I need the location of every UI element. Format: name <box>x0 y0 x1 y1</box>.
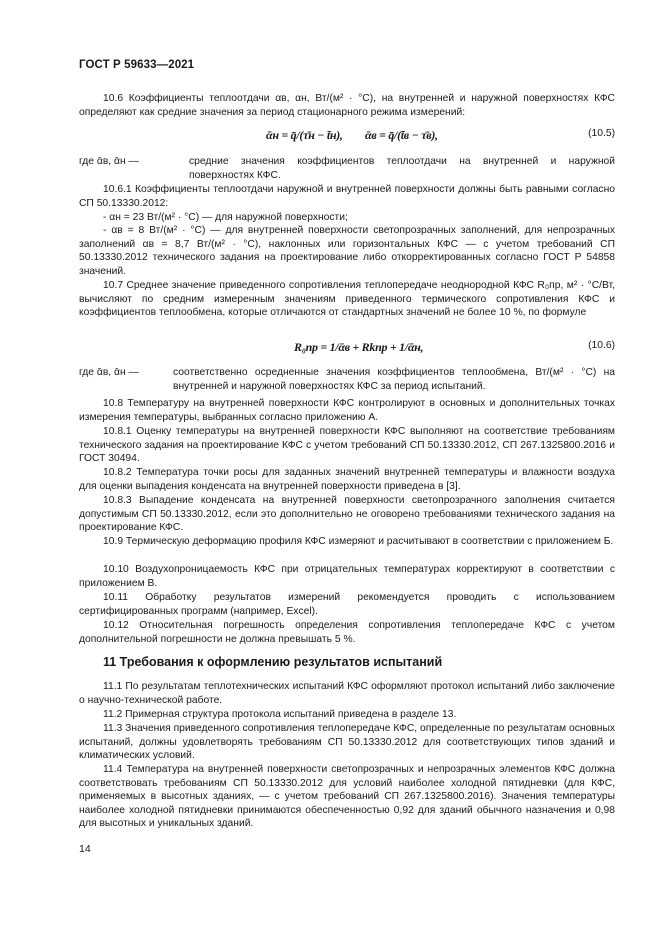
where-text: средние значения коэффициентов теплоотдачи на внутренней и наружной поверхностях КФС. <box>189 156 615 181</box>
paragraph: 10.12 Относительная погрешность определения сопротивления теплопередаче КФС с учетом дополнительной погрешности не должна превышать 5 %. <box>79 620 615 645</box>
where-clause-10-5 <box>79 155 615 182</box>
list-item: - αв = 8 Вт/(м² · °С) — для внутренней поверхности светопрозрачных заполнений, для непрозрачных заполнений αв = 8,7 Вт/(м² · °С), наклонных или горизонтальных КФС — с учетом требований СП 50.13330.2012 технического задания на проектирование либо откорректированных согласно ГОСТ Р 54858 значений. <box>79 225 615 277</box>
paragraph: 11.2 Примерная структура протокола испытаний приведена в разделе 13. <box>103 709 457 720</box>
document-header: ГОСТ Р 59633—2021 <box>79 59 195 71</box>
formula-10-6-text: R₀пр = 1/ᾱв + Rkпр + 1/ᾱн, <box>294 340 424 354</box>
paragraph-10-7: 10.7 Среднее значение приведенного сопротивления теплопередаче неоднородной КФС R₀пр, м² · °С/Вт, вычисляют по средним измеренным значениям приведенного термического сопротивления КФС и коэффициентов теплообмена, которые отличаются от стандартных значений не более 10 %, по формуле <box>79 280 615 319</box>
formula-10-5 <box>79 128 615 146</box>
page-number: 14 <box>79 843 91 855</box>
formula-number: (10.6) <box>588 340 615 351</box>
paragraph-10-6: 10.6 Коэффициенты теплоотдачи αв, αн, Вт/(м² · °С), на внутренней и наружной поверхностях КФС определяют как средние значения за период стационарного режима измерений: <box>79 93 615 118</box>
where-clause-10-6 <box>79 366 615 393</box>
paragraph-10-6-1: 10.6.1 Коэффициенты теплоотдачи наружной и внутренней поверхности должны быть равными согласно СП 50.13330.2012: <box>79 184 615 209</box>
where-lead: где ᾱв, ᾱн — <box>79 367 139 378</box>
paragraph: 10.8 Температуру на внутренней поверхности КФС контролируют в основных и дополнительных точках измерения температуры, выбранных согласно приложению А. <box>79 398 615 423</box>
paragraph: 10.8.3 Выпадение конденсата на внутренней поверхности светопрозрачного заполнения считается допустимым СП 50.13330.2012, если это дополнительно не оговорено требованиями технического задания на проектирование КФС. <box>79 495 615 534</box>
paragraph: 11.3 Значения приведенного сопротивления теплопередаче КФС, определенные по результатам основных испытаний, должны удовлетворять требованиям СП 50.13330.2012 для соответствующих типов зданий и климатических условий. <box>79 723 615 762</box>
list-item: - αн = 23 Вт/(м² · °С) — для наружной поверхности; <box>103 212 348 223</box>
paragraph: 10.8.2 Температура точки росы для заданных значений внутренней температуры и влажности воздуха для оценки выпадения конденсата на внутренней поверхности приведена в [3]. <box>79 467 615 492</box>
formula-10-6 <box>79 340 615 358</box>
formula-10-5-left: ᾱн = q̄/(τ̄н − t̄н), <box>266 128 343 142</box>
paragraph: 10.10 Воздухопроницаемость КФС при отрицательных температурах корректируют в соответствии с приложением В. <box>79 564 615 589</box>
where-text: соответственно осредненные значения коэффициентов теплообмена, Вт/(м² · °С) на внутренней и наружной поверхностях КФС за период испытаний. <box>173 367 615 392</box>
paragraph: 11.1 По результатам теплотехнических испытаний КФС оформляют протокол испытаний либо заключение о научно-технической работе. <box>79 681 615 706</box>
paragraph: 10.11 Обработку результатов измерений рекомендуется проводить с использованием сертифицированных программ (например, Excel). <box>79 592 615 617</box>
formula-10-5-right: ᾱв = q̄/(t̄в − τ̄в), <box>365 128 438 142</box>
where-lead: где ᾱв, ᾱн — <box>79 156 139 167</box>
paragraph: 10.9 Термическую деформацию профиля КФС измеряют и расчитывают в соответствии с приложением Б. <box>103 536 614 547</box>
paragraph: 11.4 Температура на внутренней поверхности светопрозрачных и непрозрачных элементов КФС должна соответствовать требованиям СП 50.13330.2012 для условий наиболее холодной пятидневки (для КФС, применяемых в высотных зданиях, — с учетом требований СП 267.1325800.2016). Значения температуры наиболее холодной пятидневки принимаются обеспеченностью 0,92 для зданий обычного назначения и 0,98 для высотных и уникальных зданий. <box>79 764 615 830</box>
section-title: 11 Требования к оформлению результатов испытаний <box>103 655 443 669</box>
paragraph: 10.8.1 Оценку температуры на внутренней поверхности КФС выполняют на соответствие требованиям технического задания на проектирование КФС с учетом требований СП 50.13330.2012, СП 267.1325800.2016 и ГОСТ 30494. <box>79 426 615 465</box>
formula-number: (10.5) <box>588 128 615 139</box>
